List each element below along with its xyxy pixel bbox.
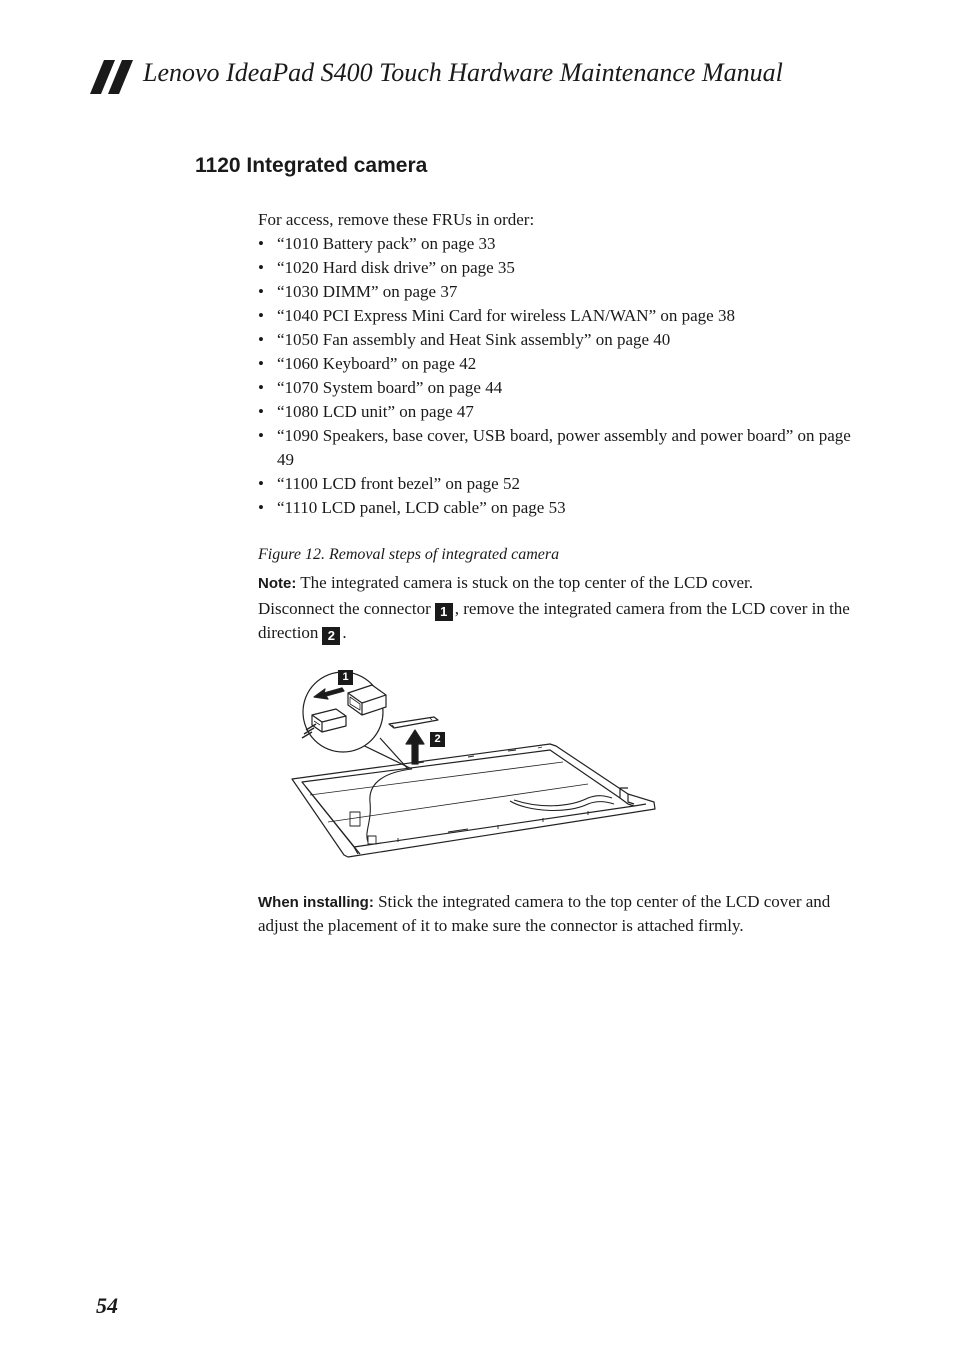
installing-text: Stick the integrated camera to the top center of the LCD cover and adjust the placement of it to make sure the connector is attached firmly. bbox=[258, 892, 831, 935]
note-text: The integrated camera is stuck on the top center of the LCD cover. bbox=[300, 573, 753, 592]
fru-item: • “1030 DIMM” on page 37 bbox=[258, 280, 858, 304]
instruction-part2: , remove the integrated camera from the LCD cover in the direction bbox=[258, 599, 850, 642]
fru-list bbox=[258, 232, 858, 520]
fru-item: • “1100 LCD front bezel” on page 52 bbox=[258, 472, 858, 496]
installing-label: When installing: bbox=[258, 894, 374, 911]
instruction-part3: . bbox=[342, 623, 347, 642]
installing-note bbox=[258, 890, 858, 937]
note bbox=[258, 571, 858, 596]
fru-item: • “1070 System board” on page 44 bbox=[258, 376, 858, 400]
access-intro: For access, remove these FRUs in order: bbox=[258, 210, 535, 229]
fru-item: • “1040 PCI Express Mini Card for wireless LAN/WAN” on page 38 bbox=[258, 304, 858, 328]
figure-callout-1: 1 bbox=[338, 670, 353, 685]
page-number: 54 bbox=[96, 1293, 118, 1318]
note-label: Note: bbox=[258, 575, 297, 592]
instruction-part1: Disconnect the connector bbox=[258, 599, 431, 618]
fru-item: • “1010 Battery pack” on page 33 bbox=[258, 232, 858, 256]
figure-callout-2: 2 bbox=[430, 732, 445, 747]
figure-caption: Figure 12. Removal steps of integrated camera bbox=[258, 546, 560, 563]
section-title: 1120 Integrated camera bbox=[195, 154, 428, 177]
manual-title: Lenovo IdeaPad S400 Touch Hardware Maintenance Manual bbox=[143, 58, 783, 87]
fru-item: • “1060 Keyboard” on page 42 bbox=[258, 352, 858, 376]
callout-1: 1 bbox=[435, 603, 453, 621]
camera-removal-figure bbox=[288, 662, 658, 862]
removal-instruction bbox=[258, 597, 858, 645]
fru-item: • “1090 Speakers, base cover, USB board, power assembly and power board” on page 49 bbox=[258, 424, 858, 472]
header-slash-icon bbox=[90, 60, 136, 94]
fru-item: • “1050 Fan assembly and Heat Sink assembly” on page 40 bbox=[258, 328, 858, 352]
page-header bbox=[90, 58, 870, 98]
fru-item: • “1110 LCD panel, LCD cable” on page 53 bbox=[258, 496, 858, 520]
fru-item: • “1020 Hard disk drive” on page 35 bbox=[258, 256, 858, 280]
lcd-cover-illustration bbox=[288, 662, 658, 862]
callout-2: 2 bbox=[322, 627, 340, 645]
access-section bbox=[258, 208, 858, 520]
fru-item: • “1080 LCD unit” on page 47 bbox=[258, 400, 858, 424]
